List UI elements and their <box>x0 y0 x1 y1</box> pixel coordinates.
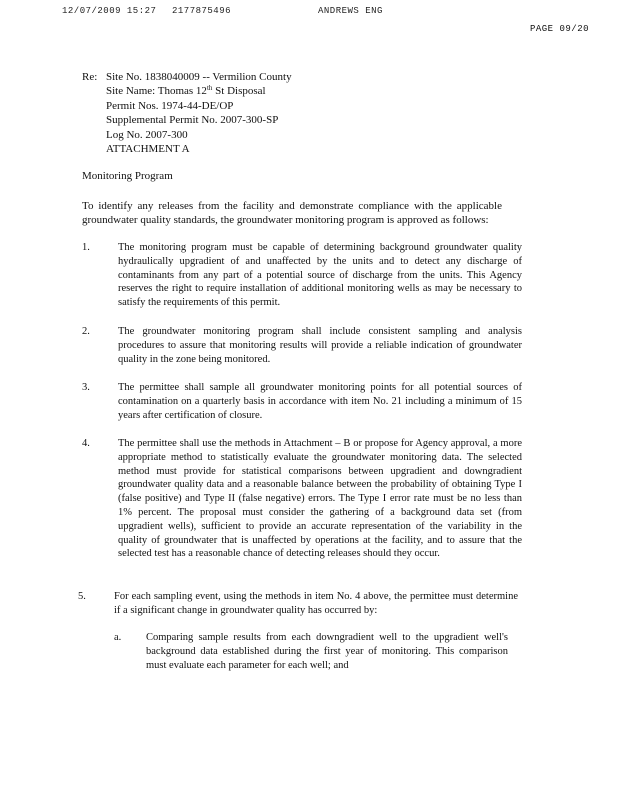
log-number: Log No. 2007-300 <box>106 128 188 141</box>
supplemental-permit: Supplemental Permit No. 2007-300-SP <box>106 114 279 127</box>
fax-header <box>0 6 619 20</box>
site-name: Site Name: Thomas 12th St Disposal <box>106 84 266 98</box>
site-number: Site No. 1838040009 -- Vermilion County <box>106 71 292 83</box>
fax-sender: ANDREWS ENG <box>318 6 383 16</box>
section-heading: Monitoring Program <box>82 170 173 182</box>
fax-datetime: 12/07/2009 15:27 <box>62 6 157 16</box>
re-label: Re: <box>82 71 98 83</box>
intro-paragraph: To identify any releases from the facility and demonstrate compliance with the applicable groundwater quality standards, the groundwater monitoring program is approved as follows: <box>82 200 502 226</box>
fax-phone: 2177875496 <box>172 6 232 16</box>
permit-numbers: Permit Nos. 1974-44-DE/OP <box>106 99 234 112</box>
fax-page-number: PAGE 09/20 <box>529 24 589 34</box>
attachment-label: ATTACHMENT A <box>106 142 190 155</box>
